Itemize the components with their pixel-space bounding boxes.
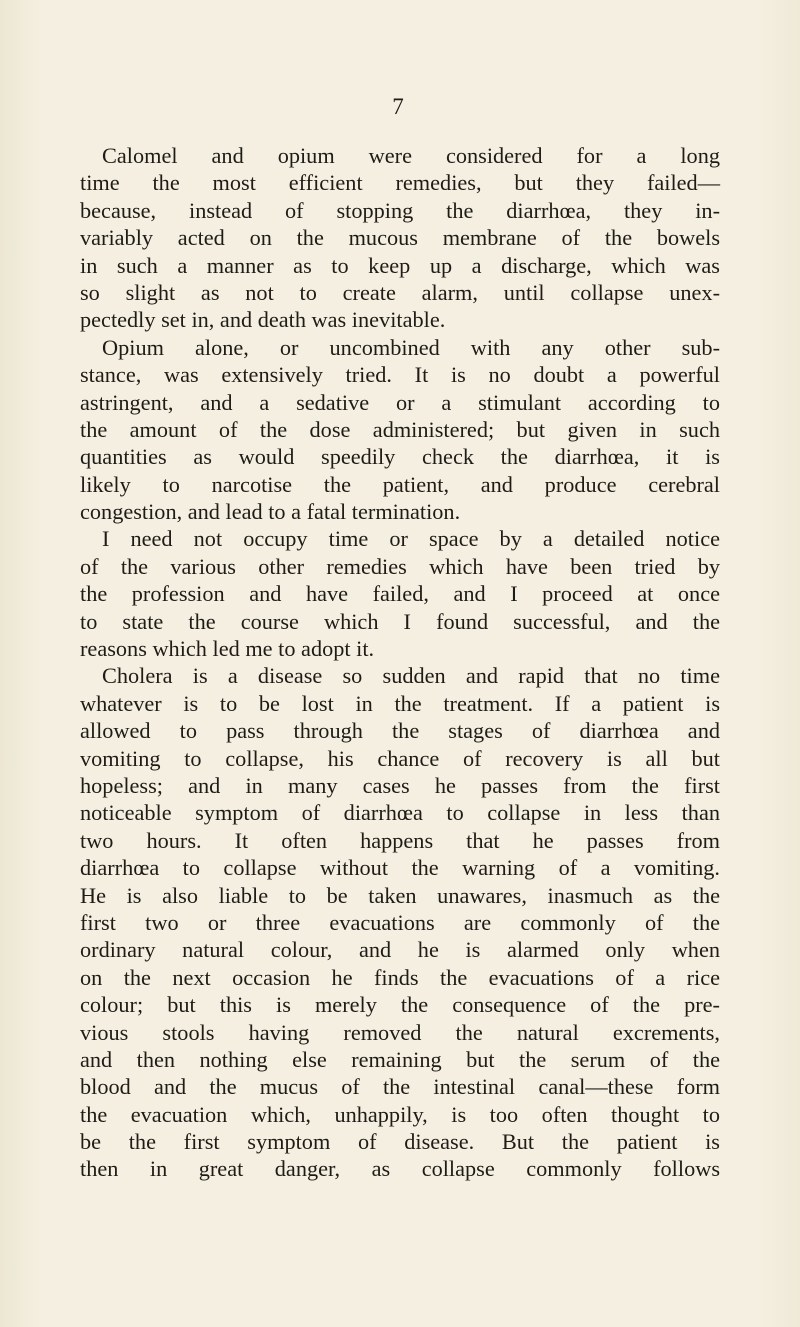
text-line: ordinary natural colour, and he is alarmed only when	[80, 937, 720, 963]
text-line: likely to narcotise the patient, and produce cerebral	[80, 471, 720, 497]
text-line: on the next occasion he finds the evacuations of a rice	[80, 964, 720, 990]
text-line: variably acted on the mucous membrane of the bowels	[80, 225, 720, 251]
text-line: time the most efficient remedies, but they failed—	[80, 170, 720, 196]
text-line: the profession and have failed, and I proceed at once	[80, 581, 720, 607]
text-line: the amount of the dose administered; but given in such	[80, 416, 720, 442]
text-line: Opium alone, or uncombined with any other sub-	[102, 334, 720, 360]
text-line: allowed to pass through the stages of diarrhœa and	[80, 718, 720, 744]
text-line: be the first symptom of disease. But the patient is	[80, 1129, 720, 1155]
text-line: to state the course which I found successful, and the	[80, 608, 720, 634]
text-line: Cholera is a disease so sudden and rapid that no time	[102, 663, 720, 689]
text-line: whatever is to be lost in the treatment. If a patient is	[80, 690, 720, 716]
text-line: and then nothing else remaining but the serum of the	[80, 1046, 720, 1072]
text-line: the evacuation which, unhappily, is too often thought to	[80, 1101, 720, 1127]
text-line: two hours. It often happens that he passes from	[80, 827, 720, 853]
text-line: vious stools having removed the natural excrements,	[80, 1019, 720, 1045]
text-line: so slight as not to create alarm, until collapse unex-	[80, 279, 720, 305]
text-line: pectedly set in, and death was inevitable.	[80, 307, 446, 333]
text-line: stance, was extensively tried. It is no doubt a powerful	[80, 362, 720, 388]
text-line: quantities as would speedily check the diarrhœa, it is	[80, 444, 720, 470]
text-line: astringent, and a sedative or a stimulant according to	[80, 389, 720, 415]
text-line: congestion, and lead to a fatal termination.	[80, 499, 461, 525]
text-line: in such a manner as to keep up a discharge, which was	[80, 252, 720, 278]
text-line: I need not occupy time or space by a detailed notice	[102, 526, 720, 552]
text-line: noticeable symptom of diarrhœa to collapse in less than	[80, 800, 720, 826]
text-line: diarrhœa to collapse without the warning of a vomiting.	[80, 855, 720, 881]
text-line: colour; but this is merely the consequence of the pre-	[80, 992, 720, 1018]
text-line: vomiting to collapse, his chance of recovery is all but	[80, 745, 720, 771]
text-line: because, instead of stopping the diarrhœa, they in-	[80, 197, 720, 223]
text-line: He is also liable to be taken unawares, inasmuch as the	[80, 882, 720, 908]
text-line: of the various other remedies which have been tried by	[80, 553, 720, 579]
text-line: hopeless; and in many cases he passes from the first	[80, 772, 720, 798]
text-line: first two or three evacuations are commonly of the	[80, 909, 720, 935]
body-text	[80, 142, 720, 1183]
text-line: then in great danger, as collapse commonly follows	[80, 1156, 720, 1182]
text-line: blood and the mucus of the intestinal canal—these form	[80, 1074, 720, 1100]
text-line: Calomel and opium were considered for a long	[102, 143, 720, 168]
page-number: 7	[392, 94, 404, 119]
text-line: reasons which led me to adopt it.	[80, 636, 375, 662]
